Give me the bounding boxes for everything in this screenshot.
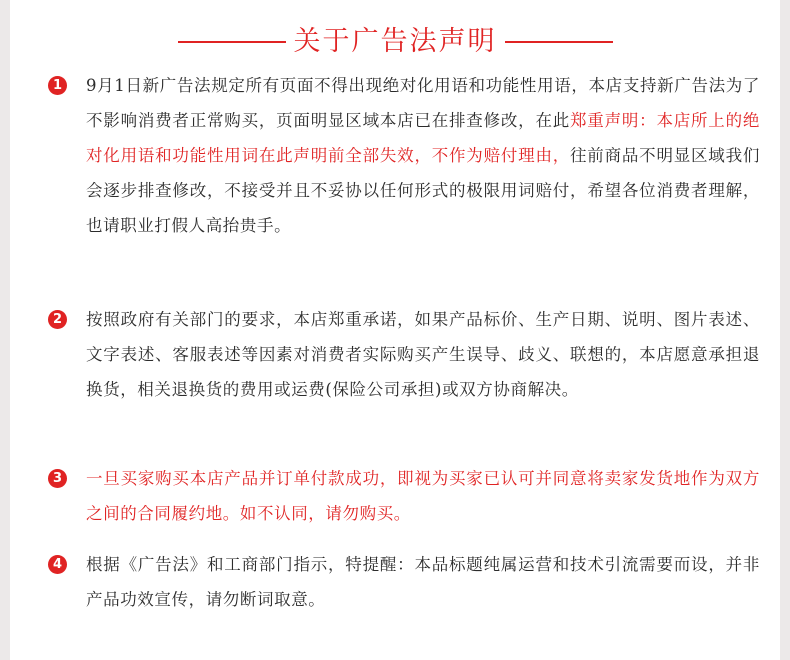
number-badge-2: 2 — [48, 310, 67, 329]
number-badge-1: 1 — [48, 76, 67, 95]
ad-law-statement-page — [10, 0, 780, 660]
statement-item-3 — [48, 461, 760, 531]
statement-text-2: 按照政府有关部门的要求，本店郑重承诺，如果产品标价、生产日期、说明、图片表述、文字表述、客服表述等因素对消费者实际购买产生误导、歧义、联想的，本店愿意承担退换货，相关退换货的费用或运费(保险公司承担)或双方协商解决。 — [86, 310, 760, 399]
statement-text-1-highlight: 郑重声明：本店所上的绝对化用语和功能性用词在此声明前全部失效，不作为赔付理由， — [86, 111, 760, 165]
number-badge-4: 4 — [48, 555, 67, 574]
title-left-divider — [178, 41, 286, 43]
statement-text-4: 根据《广告法》和工商部门指示，特提醒：本品标题纯属运营和技术引流需要而设，并非产品功效宣传，请勿断词取意。 — [86, 555, 760, 609]
number-badge-3: 3 — [48, 469, 67, 488]
statement-text-3: 一旦买家购买本店产品并订单付款成功，即视为买家已认可并同意将卖家发货地作为双方之间的合同履约地。如不认同，请勿购买。 — [86, 469, 760, 523]
statement-item-1 — [48, 68, 760, 243]
title-row — [10, 22, 780, 62]
title-right-divider — [505, 41, 613, 43]
statement-item-4 — [48, 547, 760, 617]
statement-text-1-part-1: 9月1日新广告法规定所有页面不得出现绝对化用语和功能性用语，本店支持新广告法为了不影响消费者正常购买，页面明显区域本店已在排查修改，在此 — [86, 76, 760, 130]
page-title: 关于广告法声明 — [293, 26, 497, 57]
statement-text-1-part-2: 往前商品不明显区域我们会逐步排查修改，不接受并且不妥协以任何形式的极限用词赔付，希望各位消费者理解，也请职业打假人高抬贵手。 — [86, 146, 760, 235]
statement-text-1 — [86, 68, 760, 243]
statement-item-2 — [48, 302, 760, 407]
